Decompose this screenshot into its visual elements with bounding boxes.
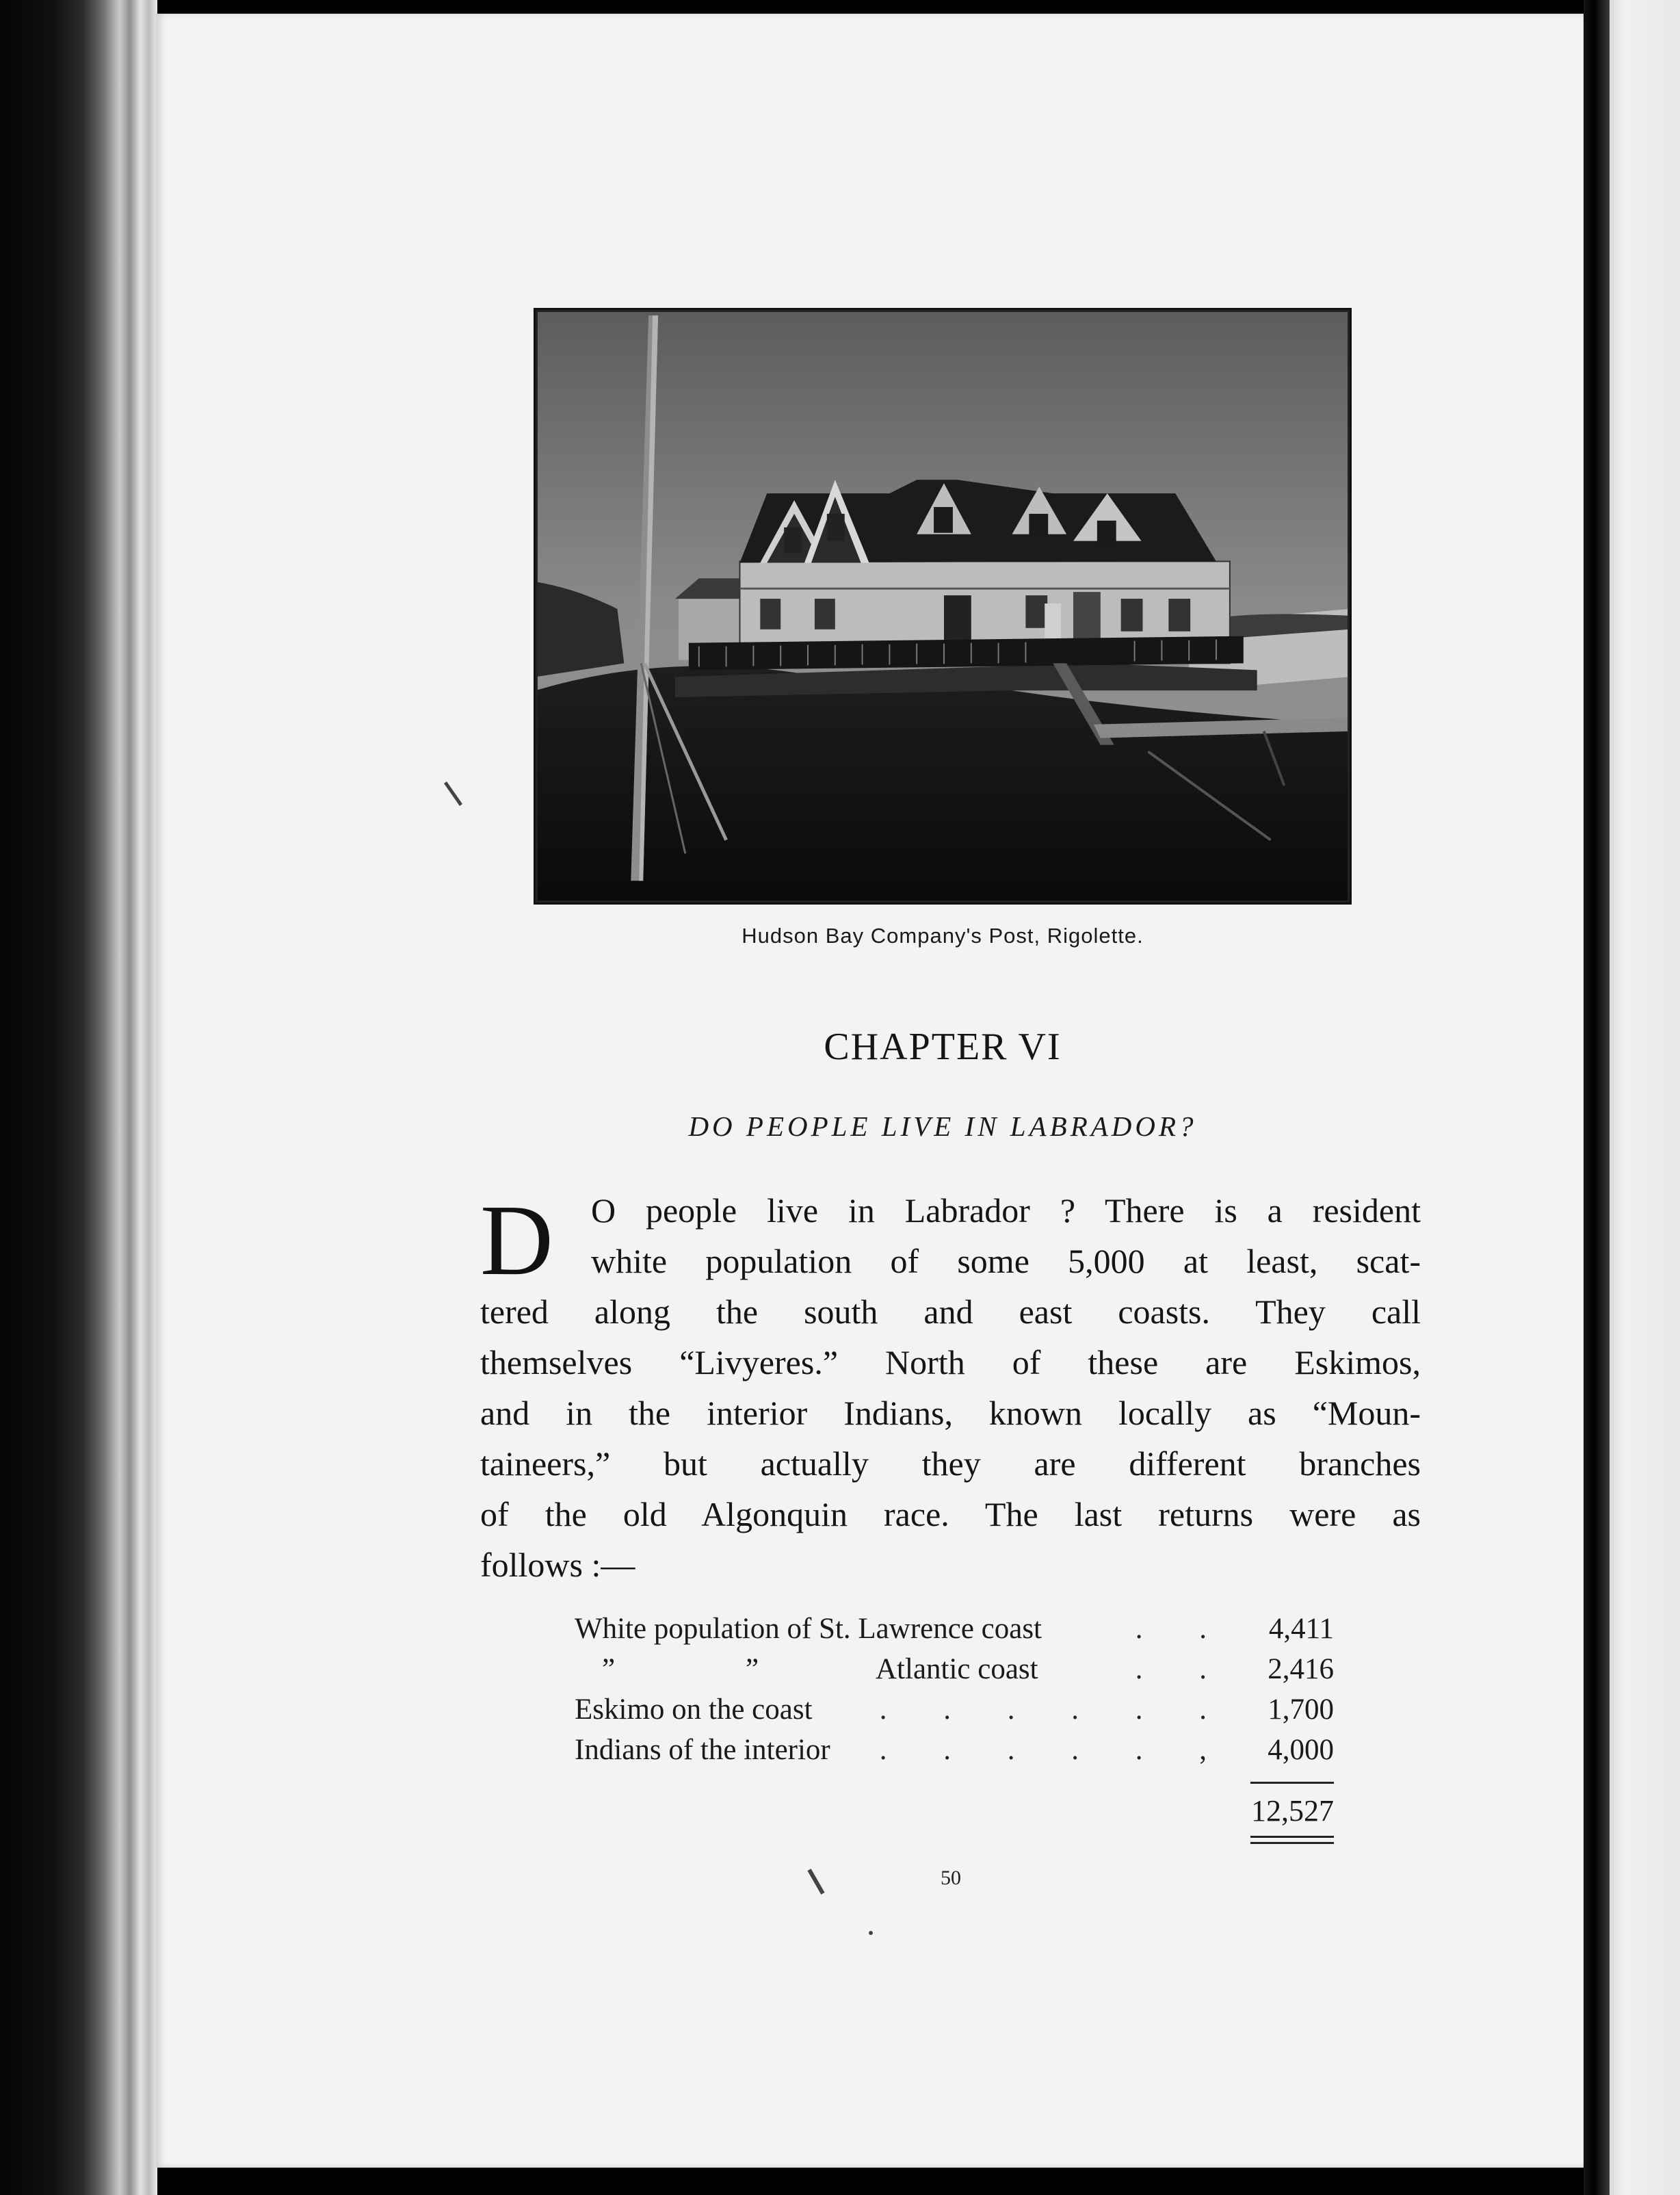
row-value: 1,700: [1268, 1693, 1334, 1726]
leader-dots: . . . . . ,: [879, 1734, 1231, 1766]
paragraph-line: tered along the south and east coasts. They call: [480, 1293, 1421, 1331]
row-label: White population of St. Lawrence coast: [575, 1613, 1042, 1645]
row-label: Atlantic coast: [876, 1653, 1038, 1685]
ditto-mark: ”: [746, 1653, 759, 1685]
sum-rule: [1250, 1782, 1334, 1784]
paragraph-line: follows :—: [480, 1546, 635, 1584]
row-value: 4,411: [1268, 1613, 1334, 1645]
paragraph-line: taineers,” but actually they are different branches: [480, 1444, 1421, 1483]
table-row: [575, 1693, 1334, 1733]
row-value: 4,000: [1268, 1734, 1334, 1766]
paragraph-line: of the old Algonquin race. The last returns were as: [480, 1495, 1421, 1533]
total-value: 12,527: [1251, 1794, 1334, 1828]
population-returns-table: [575, 1612, 1334, 1844]
double-rule-top: [1250, 1836, 1334, 1838]
paragraph-line: and in the interior Indians, known locally as “Moun-: [480, 1394, 1421, 1432]
row-label: Eskimo on the coast: [575, 1693, 813, 1726]
page-number: 50: [941, 1867, 961, 1889]
paragraph-line: white population of some 5,000 at least, scat-: [591, 1242, 1421, 1280]
paragraph-line: O people live in Labrador ? There is a resident: [591, 1191, 1421, 1230]
leader-dots: . .: [1135, 1613, 1231, 1645]
row-value: 2,416: [1268, 1653, 1334, 1685]
drop-cap: D: [480, 1184, 553, 1297]
leader-dots: . .: [1135, 1653, 1231, 1685]
table-row: [575, 1733, 1334, 1774]
photograph-hudson-bay-post: [534, 308, 1352, 905]
total-row: [575, 1793, 1334, 1841]
photo-caption: Hudson Bay Company's Post, Rigolette.: [741, 924, 1144, 948]
double-rule-bottom: [1250, 1842, 1334, 1844]
ink-speck: [869, 1931, 873, 1935]
paragraph-line: themselves “Livyeres.” North of these are Eskimos,: [480, 1343, 1421, 1381]
chapter-title: CHAPTER VI: [824, 1026, 1062, 1068]
table-row: [575, 1612, 1334, 1652]
next-page-edge: [1584, 0, 1680, 2195]
body-paragraph: [480, 1185, 1421, 1590]
ditto-mark: ”: [602, 1653, 616, 1685]
row-label: Indians of the interior: [575, 1734, 830, 1766]
leader-dots: . . . . . .: [879, 1693, 1231, 1726]
chapter-subtitle: DO PEOPLE LIVE IN LABRADOR?: [688, 1111, 1197, 1142]
table-row: [575, 1652, 1334, 1693]
book-spine-edge: [0, 0, 157, 2195]
